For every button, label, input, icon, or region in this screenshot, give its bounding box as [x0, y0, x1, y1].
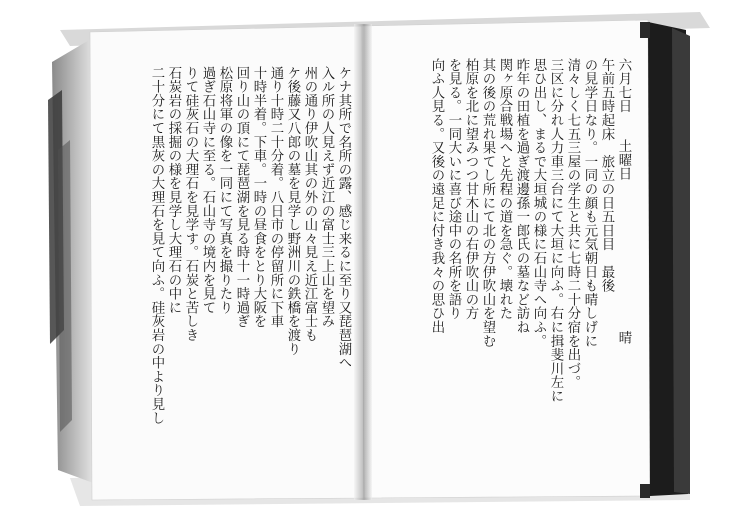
left-line: ケ後藤又八郎の墓を見学し野洲川の鉄橋を渡り — [285, 66, 300, 356]
left-line: 州の通り伊吹山其の外の山々見え近江富士も — [302, 66, 317, 342]
left-line: 通り十時二十分着。八日市の停留所に下車 — [268, 66, 283, 329]
right-line: 関ヶ原合戦場へと先程の道を急ぐ。壊れた — [497, 58, 512, 321]
left-line: 回り山の頂にて琵琶湖を見る時十一時過ぎ — [234, 66, 249, 329]
left-line: りて硅灰石の大理石を見学す。石炭と苦しき — [183, 66, 198, 342]
left-page-text — [98, 66, 352, 466]
right-line: 三区に分れ人力車三台にて大垣に向ふ。右に揖斐川左に — [548, 58, 563, 403]
right-line: の見学日なり。一同の顔も元気朝日も晴しげに — [582, 58, 597, 348]
binding-mark-top — [640, 22, 650, 38]
left-line: 入ル所の人見えず近江の富士三上山を望み — [319, 66, 334, 329]
left-line: 十時半着。下車。一時の昼食をとり大阪を — [251, 66, 266, 329]
right-line: 其の後の荒れ果てし所にて北の方伊吹山を望む — [480, 58, 495, 348]
diary-date-line — [615, 58, 632, 458]
right-page-text — [392, 58, 632, 458]
binding-mark-bottom — [640, 484, 650, 498]
diary-date: 六月七日 — [616, 58, 631, 114]
right-line: 午前五時起床 旅立の日五日目 最後 — [599, 58, 614, 293]
left-line: ケナ其所で名所の露、感じ来るに至り又琵琶湖へ — [336, 66, 351, 370]
right-line: を見る。一同大いに喜び途中の名所を語り — [446, 58, 461, 321]
left-line: 過ぎ石山寺に至る。石山寺の境内を見て — [200, 66, 215, 315]
right-line: 柏原を北に望みつつ甘木山の右伊吹山の方 — [463, 58, 478, 321]
book-gutter — [354, 24, 372, 500]
left-line: 石炭岩の採掘の様を見学し大理石の中に — [166, 66, 181, 315]
book-cover-highlight — [672, 28, 690, 494]
right-line: 向ふ人見る。又後の遠足に付き我々の思ひ出 — [429, 58, 444, 334]
left-line: 松原将軍の像を一同にて写真を撮りたり — [217, 66, 232, 315]
right-line: 清々しく七五三屋の学生と共に七時二十分宿を出づ。 — [565, 58, 580, 390]
diary-weather: 晴 — [616, 330, 631, 345]
diary-weekday: 土曜日 — [616, 139, 631, 181]
right-line: 思ひ出し、まるで大垣城の様に石山寺へ向ふ。 — [531, 58, 546, 348]
left-page-edge-dark-2 — [58, 140, 72, 432]
right-line: 昨年の田植を過ぎ渡邊孫一郎氏の墓など訪ね — [514, 58, 529, 334]
left-line: 二十分にて黒灰の大理石を見て向ふ。硅灰岩の中より見し — [149, 66, 164, 425]
